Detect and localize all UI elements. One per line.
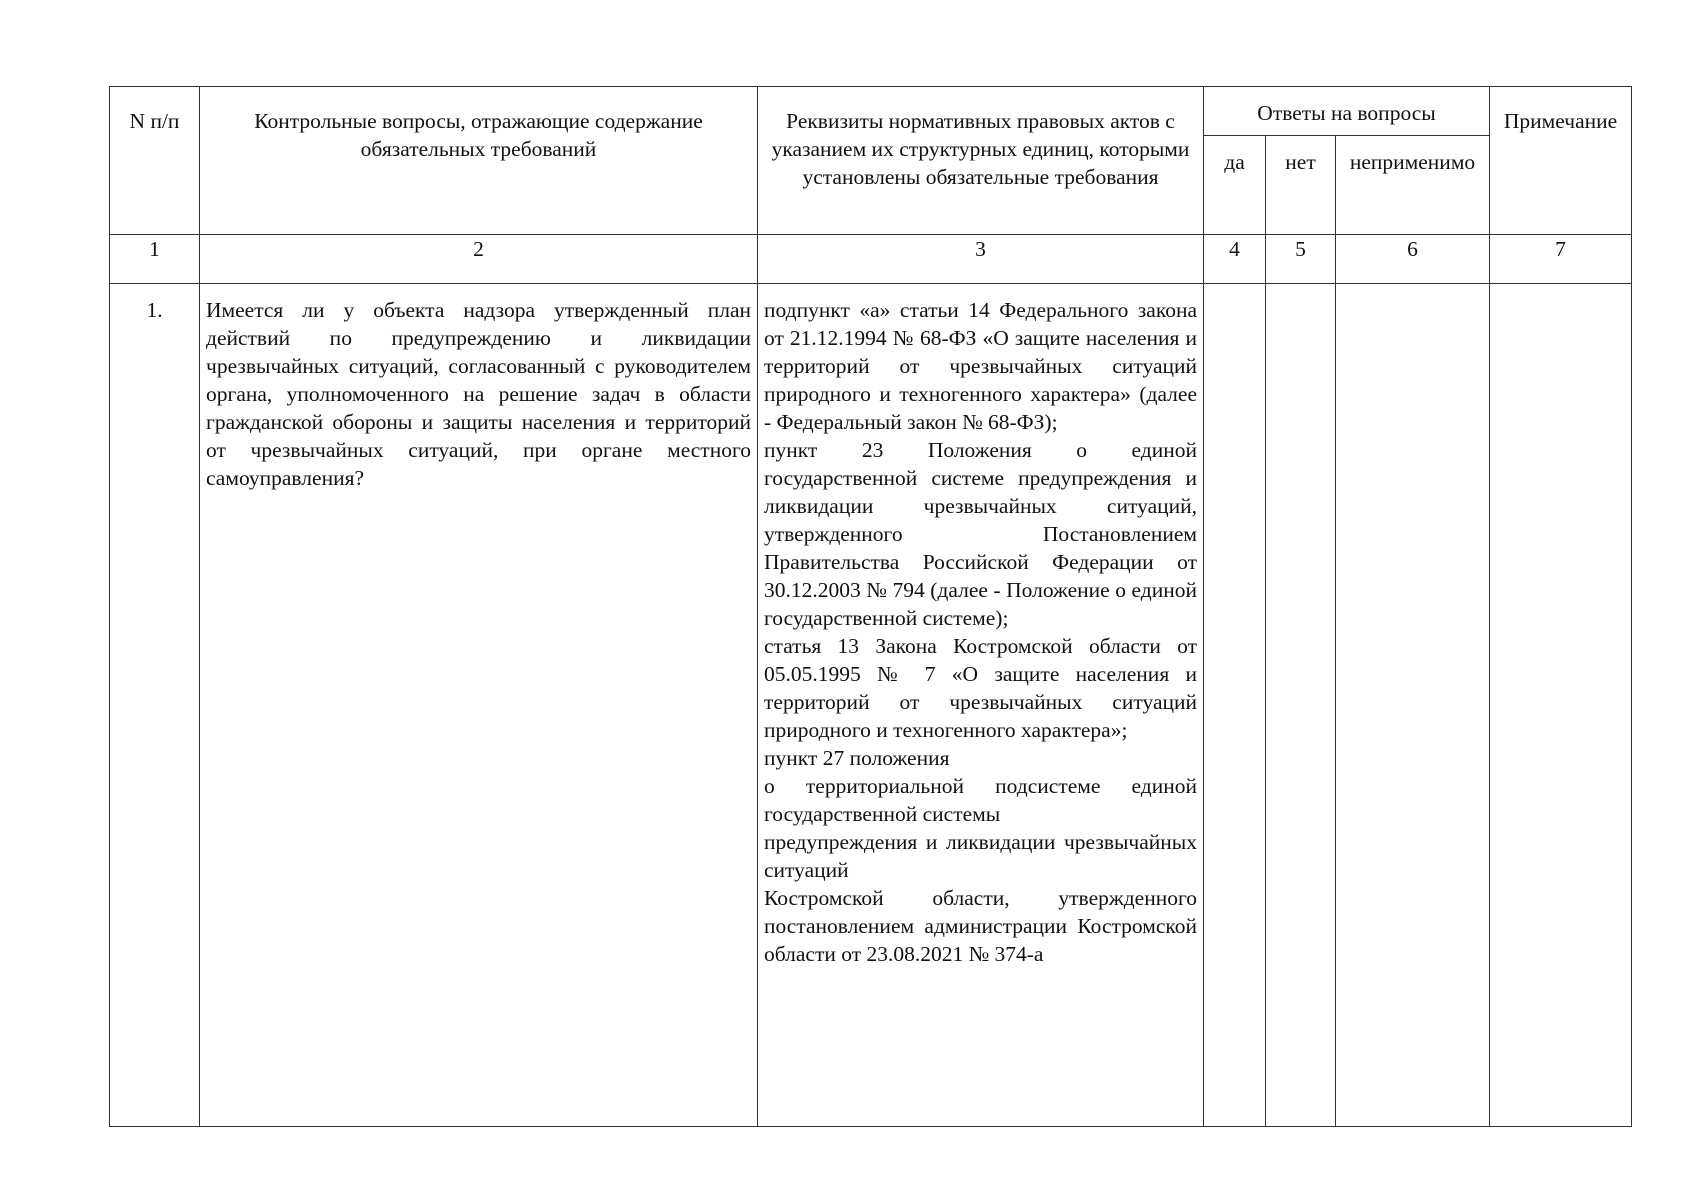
header-yes: да (1204, 136, 1266, 235)
checklist-table (109, 86, 1632, 1127)
header-requisites: Реквизиты нормативных правовых актов с указанием их структурных единиц, которыми установлены обязательные требования (758, 87, 1204, 235)
answer-not-applicable-cell (1336, 284, 1490, 1127)
requisite-line: подпункт «а» статьи 14 Федерального закона от 21.12.1994 № 68-ФЗ «О защите населения и территорий от чрезвычайных ситуаций природного и техногенного характера» (далее - Федеральный закон № 68-ФЗ); (764, 298, 1197, 434)
requisite-line: пункт 27 положения (764, 746, 950, 770)
column-number: 4 (1204, 235, 1266, 284)
requisite-line: предупреждения и ликвидации чрезвычайных ситуаций (764, 830, 1197, 882)
header-answers-group: Ответы на вопросы (1204, 87, 1490, 136)
header-row (110, 87, 1632, 136)
column-number: 2 (200, 235, 758, 284)
header-questions: Контрольные вопросы, отражающие содержание обязательных требований (200, 87, 758, 235)
header-note: Примечание (1490, 87, 1632, 235)
requisite-line: пункт 23 Положения о единой государственной системе предупреждения и ликвидации чрезвычайных ситуаций, утвержденного Постановлением Правительства Российской Федерации от 30.12.2003 № 794 (далее - Положение о единой государственной системе); (764, 438, 1197, 630)
row-requisites (758, 284, 1204, 1127)
column-number: 5 (1266, 235, 1336, 284)
header-no: нет (1266, 136, 1336, 235)
header-not-applicable: неприменимо (1336, 136, 1490, 235)
column-number: 1 (110, 235, 200, 284)
table-row (110, 284, 1632, 1127)
answer-yes-cell (1204, 284, 1266, 1127)
column-number: 3 (758, 235, 1204, 284)
requisite-line: Костромской области, утвержденного постановлением администрации Костромской области от 23.08.2021 № 374-а (764, 886, 1197, 966)
note-cell (1490, 284, 1632, 1127)
requisite-line: о территориальной подсистеме единой государственной системы (764, 774, 1197, 826)
column-number: 7 (1490, 235, 1632, 284)
column-number: 6 (1336, 235, 1490, 284)
answer-no-cell (1266, 284, 1336, 1127)
row-question: Имеется ли у объекта надзора утвержденный план действий по предупреждению и ликвидации чрезвычайных ситуаций, согласованный с руководителем органа, уполномоченного на решение задач в области гражданской обороны и защиты населения и территорий от чрезвычайных ситуаций, при органе местного самоуправления? (200, 284, 758, 1127)
row-number: 1. (110, 284, 200, 1127)
requisite-line: статья 13 Закона Костромской области от 05.05.1995 № 7 «О защите населения и территорий от чрезвычайных ситуаций природного и техногенного характера»; (764, 634, 1197, 742)
column-numbers-row (110, 235, 1632, 284)
header-number: N п/п (110, 87, 200, 235)
